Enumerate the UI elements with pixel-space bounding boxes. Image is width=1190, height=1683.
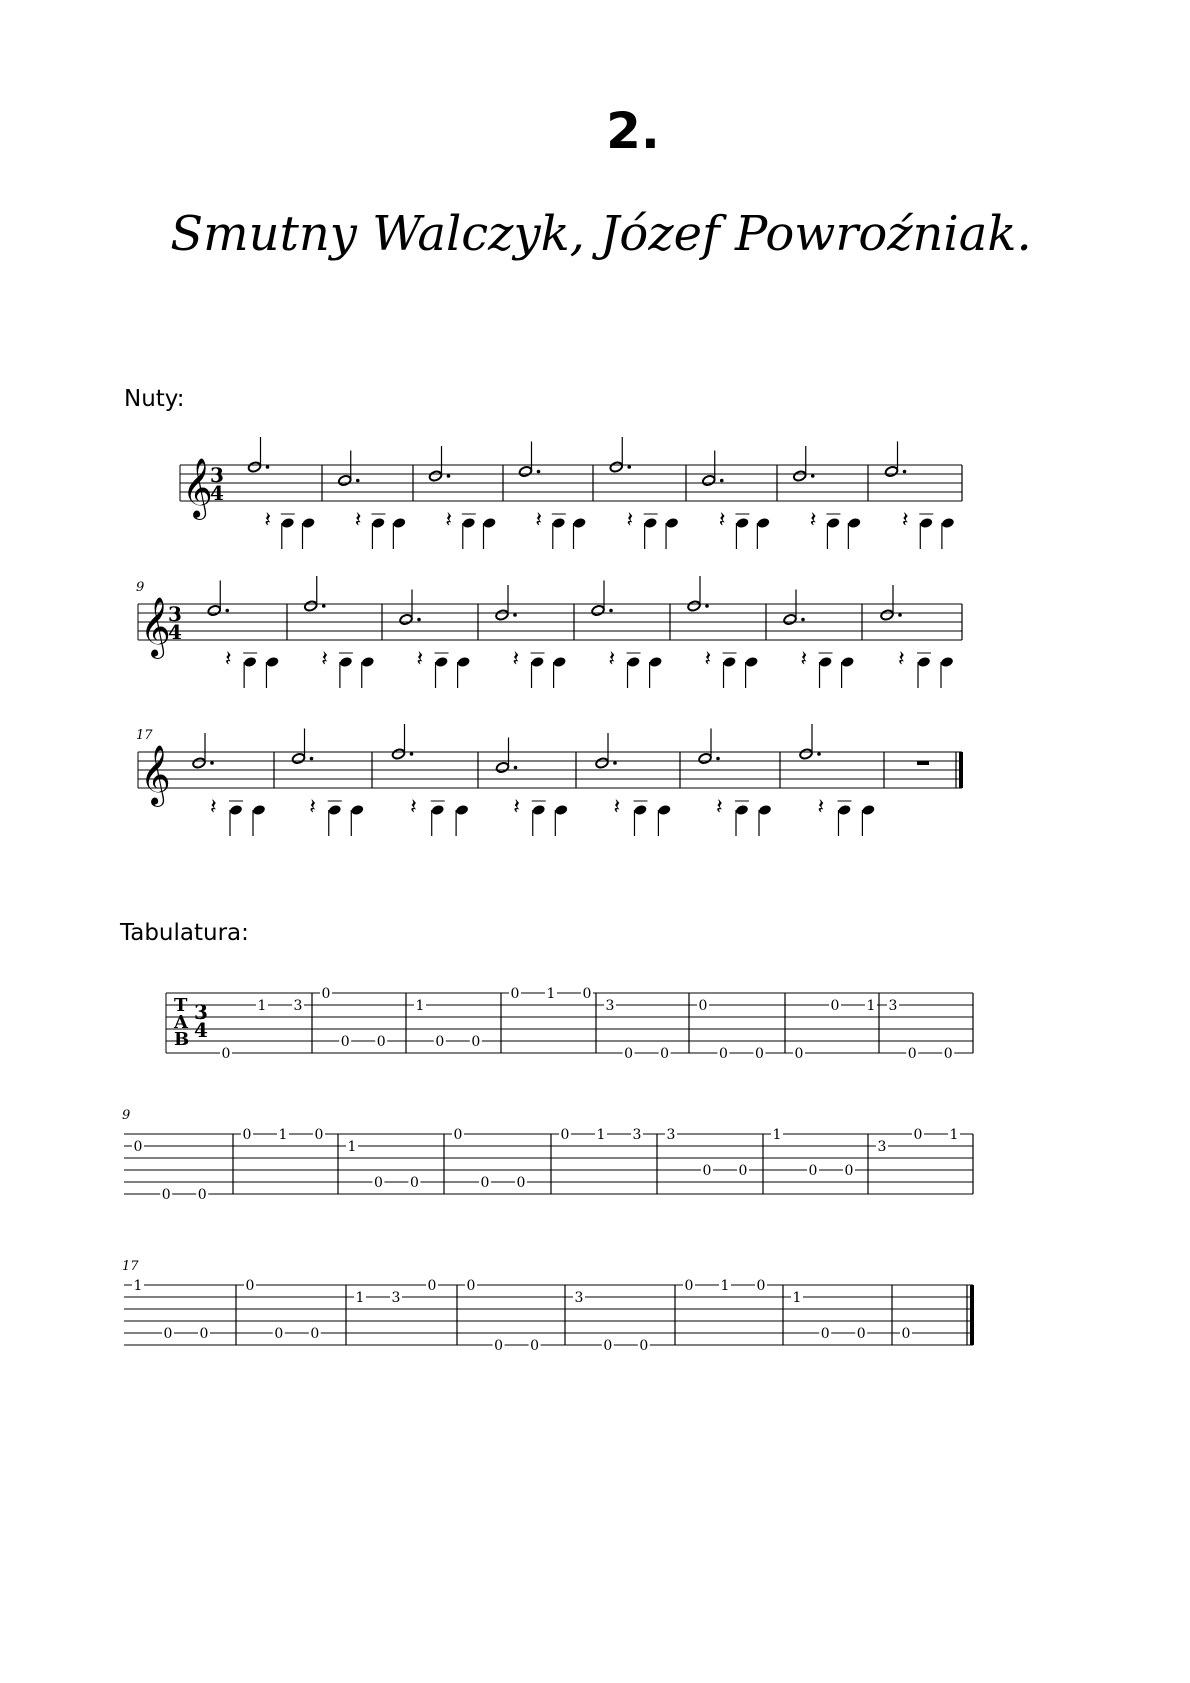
fret-number: 3 xyxy=(666,1127,676,1143)
quarter-rest-icon: 𝄽 xyxy=(416,647,424,672)
fret-number: 0 xyxy=(684,1278,694,1294)
quarter-rest-icon: 𝄽 xyxy=(704,647,712,672)
quarter-rest-icon: 𝄽 xyxy=(210,795,217,820)
fret-number: 0 xyxy=(830,998,840,1014)
fret-number: 0 xyxy=(199,1326,209,1342)
quarter-rest-icon: 𝄽 xyxy=(898,647,905,672)
fret-number: 0 xyxy=(245,1278,255,1294)
fret-number: 1 xyxy=(278,1127,288,1143)
fret-number: 3 xyxy=(605,998,615,1014)
fret-number: 0 xyxy=(409,1175,419,1191)
fret-number: 0 xyxy=(466,1278,476,1294)
fret-number: 0 xyxy=(738,1163,748,1179)
fret-number: 3 xyxy=(877,1139,887,1155)
fret-number: 1 xyxy=(355,1290,365,1306)
tab-system xyxy=(166,986,973,1062)
fret-number: 0 xyxy=(794,1046,804,1062)
fret-number: 0 xyxy=(494,1338,504,1354)
quarter-rest-icon: 𝄽 xyxy=(354,508,362,533)
quarter-rest-icon: 𝄽 xyxy=(445,508,453,533)
time-signature-beats: 3 xyxy=(210,463,224,487)
fret-number: 1 xyxy=(792,1290,802,1306)
fret-number: 0 xyxy=(340,1034,350,1050)
time-signature-unit: 4 xyxy=(210,481,224,505)
fret-number: 0 xyxy=(907,1046,917,1062)
quarter-rest-icon: 𝄽 xyxy=(716,795,723,820)
time-signature-beats: 3 xyxy=(168,602,182,626)
tab-system xyxy=(122,1259,974,1354)
tablature-section-label: Tabulatura: xyxy=(120,920,249,946)
measure-number: 9 xyxy=(136,580,145,595)
tab-time-signature-beats: 3 xyxy=(194,1000,208,1024)
quarter-rest-icon: 𝄽 xyxy=(535,508,543,533)
quarter-rest-icon: 𝄽 xyxy=(264,508,272,533)
fret-number: 0 xyxy=(427,1278,437,1294)
fret-number: 1 xyxy=(866,998,876,1014)
quarter-rest-icon: 𝄽 xyxy=(800,647,808,672)
fret-number: 0 xyxy=(435,1034,445,1050)
fret-number: 0 xyxy=(624,1046,634,1062)
fret-number: 0 xyxy=(603,1338,613,1354)
fret-number: 1 xyxy=(546,986,556,1002)
tab-clef-letter: B xyxy=(174,1029,190,1050)
measure-number: 17 xyxy=(122,1259,139,1274)
measure-number: 9 xyxy=(122,1108,131,1123)
tab-clef-letter: T xyxy=(174,995,188,1016)
notes-section-label: Nuty: xyxy=(124,386,185,412)
fret-number: 1 xyxy=(415,998,425,1014)
fret-number: 0 xyxy=(321,986,331,1002)
fret-number: 0 xyxy=(718,1046,728,1062)
treble-clef-icon: 𝄞 xyxy=(140,597,171,657)
fret-number: 0 xyxy=(453,1127,463,1143)
fret-number: 0 xyxy=(943,1046,953,1062)
fret-number: 1 xyxy=(772,1127,782,1143)
fret-number: 1 xyxy=(347,1139,357,1155)
final-barline-thick xyxy=(970,1285,974,1345)
fret-number: 0 xyxy=(242,1127,252,1143)
fret-number: 0 xyxy=(702,1163,712,1179)
fret-number: 0 xyxy=(844,1163,854,1179)
treble-clef-icon: 𝄞 xyxy=(140,745,171,805)
piece-title: Smutny Walczyk, Józef Powroźniak. xyxy=(170,206,1032,262)
fret-number: 0 xyxy=(133,1139,143,1155)
fret-number: 0 xyxy=(582,986,592,1002)
quarter-rest-icon: 𝄽 xyxy=(809,508,817,533)
quarter-rest-icon: 𝄽 xyxy=(626,508,634,533)
fret-number: 1 xyxy=(596,1127,606,1143)
fret-number: 0 xyxy=(856,1326,866,1342)
quarter-rest-icon: 𝄽 xyxy=(309,795,317,820)
fret-number: 0 xyxy=(516,1175,526,1191)
fret-number: 3 xyxy=(888,998,898,1014)
fret-number: 0 xyxy=(639,1338,649,1354)
fret-number: 1 xyxy=(720,1278,730,1294)
fret-number: 0 xyxy=(197,1187,207,1203)
fret-number: 3 xyxy=(574,1290,584,1306)
tab-system xyxy=(122,1108,973,1203)
quarter-rest-icon: 𝄽 xyxy=(718,508,726,533)
time-signature-unit: 4 xyxy=(168,620,182,644)
fret-number: 0 xyxy=(808,1163,818,1179)
fret-number: 0 xyxy=(310,1326,320,1342)
fret-number: 3 xyxy=(391,1290,401,1306)
fret-number: 0 xyxy=(510,986,520,1002)
quarter-rest-icon: 𝄽 xyxy=(817,795,825,820)
fret-number: 0 xyxy=(530,1338,540,1354)
measure-number: 17 xyxy=(136,728,153,743)
fret-number: 0 xyxy=(756,1278,766,1294)
quarter-rest-icon: 𝄽 xyxy=(410,795,417,820)
fret-number: 0 xyxy=(376,1034,386,1050)
tab-clef-letter: A xyxy=(174,1012,188,1033)
fret-number: 1 xyxy=(133,1278,143,1294)
tab-time-signature-unit: 4 xyxy=(194,1018,208,1042)
fret-number: 3 xyxy=(632,1127,642,1143)
quarter-rest-icon: 𝄽 xyxy=(613,795,621,820)
quarter-rest-icon: 𝄽 xyxy=(321,647,328,672)
quarter-rest-icon: 𝄽 xyxy=(224,647,232,672)
fret-number: 0 xyxy=(698,998,708,1014)
fret-number: 0 xyxy=(901,1326,911,1342)
quarter-rest-icon: 𝄽 xyxy=(512,647,520,672)
fret-number: 0 xyxy=(560,1127,570,1143)
fret-number: 0 xyxy=(660,1046,670,1062)
quarter-rest-icon: 𝄽 xyxy=(608,647,616,672)
piece-number: 2. xyxy=(606,102,660,160)
fret-number: 1 xyxy=(949,1127,959,1143)
treble-clef-icon: 𝄞 xyxy=(182,458,213,518)
fret-number: 0 xyxy=(314,1127,324,1143)
fret-number: 0 xyxy=(820,1326,830,1342)
fret-number: 0 xyxy=(913,1127,923,1143)
fret-number: 0 xyxy=(754,1046,764,1062)
fret-number: 0 xyxy=(373,1175,383,1191)
quarter-rest-icon: 𝄽 xyxy=(513,795,521,820)
fret-number: 0 xyxy=(480,1175,490,1191)
fret-number: 0 xyxy=(161,1187,171,1203)
quarter-rest-icon: 𝄽 xyxy=(901,508,909,533)
fret-number: 0 xyxy=(274,1326,284,1342)
fret-number: 0 xyxy=(163,1326,173,1342)
fret-number: 0 xyxy=(471,1034,481,1050)
fret-number: 3 xyxy=(293,998,303,1014)
fret-number: 0 xyxy=(221,1046,231,1062)
fret-number: 1 xyxy=(257,998,267,1014)
